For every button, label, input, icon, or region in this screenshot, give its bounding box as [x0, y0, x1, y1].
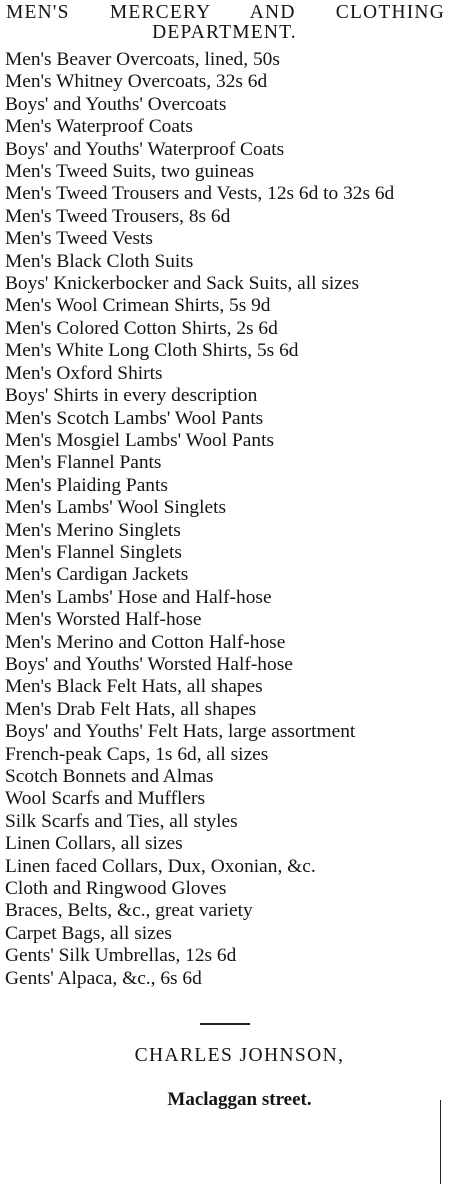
list-item: Men's Wool Crimean Shirts, 5s 9d: [5, 295, 271, 317]
item-list: [0, 49, 449, 990]
list-item: Men's Black Cloth Suits: [5, 250, 194, 272]
list-item: Men's Black Felt Hats, all shapes: [5, 676, 263, 698]
list-item: Men's Flannel Pants: [5, 452, 162, 474]
list-item: Silk Scarfs and Ties, all styles: [5, 810, 238, 832]
list-item: Men's Drab Felt Hats, all shapes: [5, 698, 257, 720]
list-item: Men's Scotch Lambs' Wool Pants: [5, 407, 264, 429]
list-item: Boys' Knickerbocker and Sack Suits, all sizes: [5, 273, 360, 295]
list-item: Men's Merino Singlets: [5, 519, 181, 541]
list-item: Men's Mosgiel Lambs' Wool Pants: [5, 429, 274, 451]
list-item: Wool Scarfs and Mufflers: [5, 788, 206, 810]
list-item: Scotch Bonnets and Almas: [5, 766, 214, 787]
list-item: Gents' Silk Umbrellas, 12s 6d: [5, 945, 237, 967]
list-item: Boys' and Youths' Worsted Half-hose: [5, 653, 293, 675]
department-heading: [0, 0, 449, 43]
list-item: Carpet Bags, all sizes: [5, 922, 172, 944]
list-item: Men's Plaiding Pants: [5, 474, 168, 496]
list-item: Men's Flannel Singlets: [5, 541, 182, 563]
heading-line-1: MEN'S MERCERY AND CLOTHING: [6, 2, 445, 23]
list-item: Men's Merino and Cotton Half-hose: [5, 631, 286, 653]
list-item: Men's Tweed Trousers, 8s 6d: [5, 205, 231, 227]
list-item: Boys' and Youths' Felt Hats, large assortment: [5, 721, 356, 743]
list-item: Boys' and Youths' Waterproof Coats: [5, 138, 285, 160]
list-item: Men's Tweed Trousers and Vests, 12s 6d to 32s 6d: [5, 183, 395, 205]
list-item: Boys' and Youths' Overcoats: [5, 93, 227, 115]
list-item: Men's Lambs' Wool Singlets: [5, 497, 227, 519]
list-item: Cloth and Ringwood Gloves: [5, 878, 227, 900]
list-item: Men's Beaver Overcoats, lined, 50s: [5, 49, 280, 70]
list-item: Linen faced Collars, Dux, Oxonian, &c.: [5, 855, 316, 877]
merchant-address: Maclaggan street.: [167, 1089, 312, 1111]
list-item: Men's Colored Cotton Shirts, 2s 6d: [5, 317, 278, 339]
list-item: Men's Cardigan Jackets: [5, 564, 189, 586]
list-item: Braces, Belts, &c., great variety: [5, 900, 253, 922]
list-item: Men's Worsted Half-hose: [5, 609, 202, 631]
list-item: Men's Oxford Shirts: [5, 362, 163, 384]
list-item: Men's Tweed Vests: [5, 228, 153, 250]
divider-rule: [200, 1023, 250, 1025]
list-item: Gents' Alpaca, &c., 6s 6d: [5, 967, 202, 989]
merchant-name: CHARLES JOHNSON,: [134, 1045, 345, 1067]
heading-line-2: DEPARTMENT.: [152, 22, 297, 43]
list-item: Men's Tweed Suits, two guineas: [5, 161, 254, 183]
column-edge-rule: [440, 1100, 441, 1184]
list-item: Linen Collars, all sizes: [5, 833, 183, 855]
list-item: Men's Lambs' Hose and Half-hose: [5, 586, 272, 608]
list-item: Men's Whitney Overcoats, 32s 6d: [5, 71, 268, 93]
list-item: Men's Waterproof Coats: [5, 116, 193, 138]
list-item: Boys' Shirts in every description: [5, 385, 258, 407]
list-item: Men's White Long Cloth Shirts, 5s 6d: [5, 340, 299, 362]
list-item: French-peak Caps, 1s 6d, all sizes: [5, 743, 269, 765]
